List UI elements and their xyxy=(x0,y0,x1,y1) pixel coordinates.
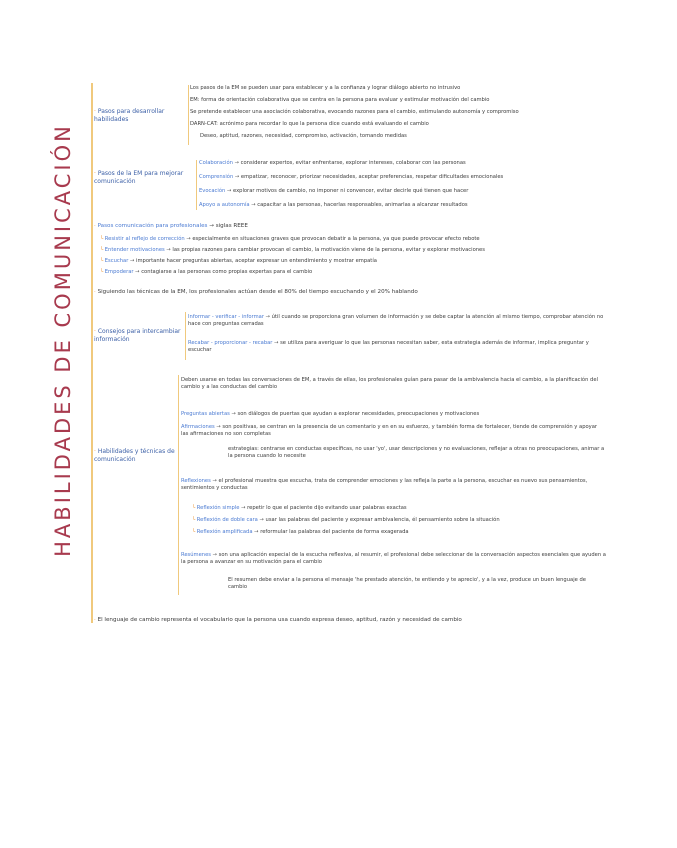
s3-item-1: └ Resistir al reflejo de corrección → especialmente en situaciones graves que provocan debatir a la persona, ya que puede provocar efecto rebote xyxy=(100,236,480,242)
s1-item-5: Deseo, aptitud, razones, necesidad, compromiso, activación, tomando medidas xyxy=(200,133,407,139)
s5-item-2: Recabar - proporcionar - recabar → se utiliza para averiguar lo que las personas necesitan saber, esta estrategia además de informar, implica preguntar y escuchar xyxy=(188,340,589,353)
s6-item-4: └ Reflexión simple → repetir lo que el paciente dijo evitando usar palabras exactas xyxy=(192,505,407,511)
section-3-label: · Pasos comunicación para profesionales → siglas REEE xyxy=(94,223,248,229)
s6-intro: Deben usarse en todas las conversaciones de EM, a través de ellas, los profesionales guían para pasar de la ambivalencia hacia el cambio, a la planificación del cambio y a las conductas del cambio xyxy=(181,377,598,390)
s6-item-2-extra: estrategias: centrarse en conductas específicas, no usar 'yo', usar descripciones y no evaluaciones, reflejar a otras no preocupaciones, animar a la persona cuando lo necesite xyxy=(228,446,605,459)
s6-item-7: Resúmenes → son una aplicación especial de la escucha reflexiva, al resumir, el profesional debe seleccionar de la conversación aspectos esenciales que ayuden a la persona a avanzar en su motivación para el cambio xyxy=(181,552,606,565)
s6-item-2: Afirmaciones → son positivas, se centran en la presencia de un comentario y en en su esfuerzo, y también forma de fortalecer, tiende de comprensión y apoyar las afirmaciones no son completas xyxy=(181,424,598,437)
s1-item-3: Se pretende establecer una asociación colaborativa, evocando razones para el cambio, estimulando autonomía y compromiso xyxy=(190,109,519,115)
s3-item-2: └ Entender motivaciones → las propias razones para cambiar provocan el cambio, la motivación viene de la persona, evitar y explorar motivaciones xyxy=(100,247,485,253)
section-1-label: · Pasos para desarrollar habilidades xyxy=(94,108,165,123)
s6-item-1: Preguntas abiertas → son diálogos de puertas que ayudan a explorar necesidades, preocupaciones y motivaciones xyxy=(181,411,480,417)
s5-item-1: Informar - verificar - informar → útil cuando se proporciona gran volumen de información y se debe captar la atención al mismo tiempo, comprobar atención no hace con preguntas cerradas xyxy=(188,314,604,327)
section-5-bracket xyxy=(185,312,186,360)
s6-item-3: Reflexiones → el profesional muestra que escucha, trata de comprender emociones y las refleja la parte a la persona, escuchar es nuevo sus pensamientos, sentimientos y conductas xyxy=(181,478,588,491)
s1-item-2: EM: forma de orientación colaborativa que se centra en la persona para evaluar y estimular motivación del cambio xyxy=(190,97,490,103)
s2-item-1: Colaboración → considerar expertos, evitar enfrentarse, explorar intereses, colaborar con las personas xyxy=(199,160,466,166)
section-6-bracket xyxy=(178,375,179,595)
s2-item-2: Comprensión → empatizar, reconocer, priorizar necesidades, aceptar preferencias, respetar dificultades emocionales xyxy=(199,174,504,180)
s1-item-4: DARN-CAT: acrónimo para recordar lo que la persona dice cuando está evaluando el cambio xyxy=(190,121,429,127)
section-5-label: · Consejos para intercambiar información xyxy=(94,328,181,343)
s3-item-3: └ Escuchar → importante hacer preguntas abiertas, aceptar expresar un entendimiento y mostrar empatía xyxy=(100,258,377,264)
s1-item-1: Los pasos de la EM se pueden usar para establecer y a la confianza y lograr diálogo abierto no intrusivo xyxy=(190,85,461,91)
section-6-label: · Habilidades y técnicas de comunicación xyxy=(94,448,175,463)
s2-item-4: Apoyo a autonomía → capacitar a las personas, hacerlas responsables, animarlas a alcanzar resultados xyxy=(199,202,468,208)
section-1-bracket xyxy=(188,85,189,145)
section-2-bracket xyxy=(196,160,197,210)
section-4-note: · Siguiendo las técnicas de la EM, los profesionales actúan desde el 80% del tiempo escuchando y el 20% hablando xyxy=(94,289,418,295)
page-title: HABILIDADES DE COMUNICACIÓN xyxy=(51,123,75,557)
margin-rule xyxy=(91,83,93,623)
s6-item-7-extra: El resumen debe enviar a la persona el mensaje 'he prestado atención, te entiendo y te aprecio', y a la vez, produce un buen lenguaje de cambio xyxy=(228,577,586,590)
s3-item-4: └ Empoderar → contagiarse a las personas como propias expertas para el cambio xyxy=(100,269,313,275)
section-7-note: · El lenguaje de cambio representa el vocabulario que la persona usa cuando expresa deseo, aptitud, razón y necesidad de cambio xyxy=(94,617,462,623)
section-2-label: · Pasos de la EM para mejorar comunicación xyxy=(94,170,184,185)
s2-item-3: Evocación → explorar motivos de cambio, no imponer ni convencer, evitar decirle qué tienen que hacer xyxy=(199,188,469,194)
s6-item-5: └ Reflexión de doble cara → usar las palabras del paciente y expresar ambivalencia, él pensamiento sobre la situación xyxy=(192,517,500,523)
s6-item-6: └ Reflexión amplificada → reformular las palabras del paciente de forma exagerada xyxy=(192,529,409,535)
